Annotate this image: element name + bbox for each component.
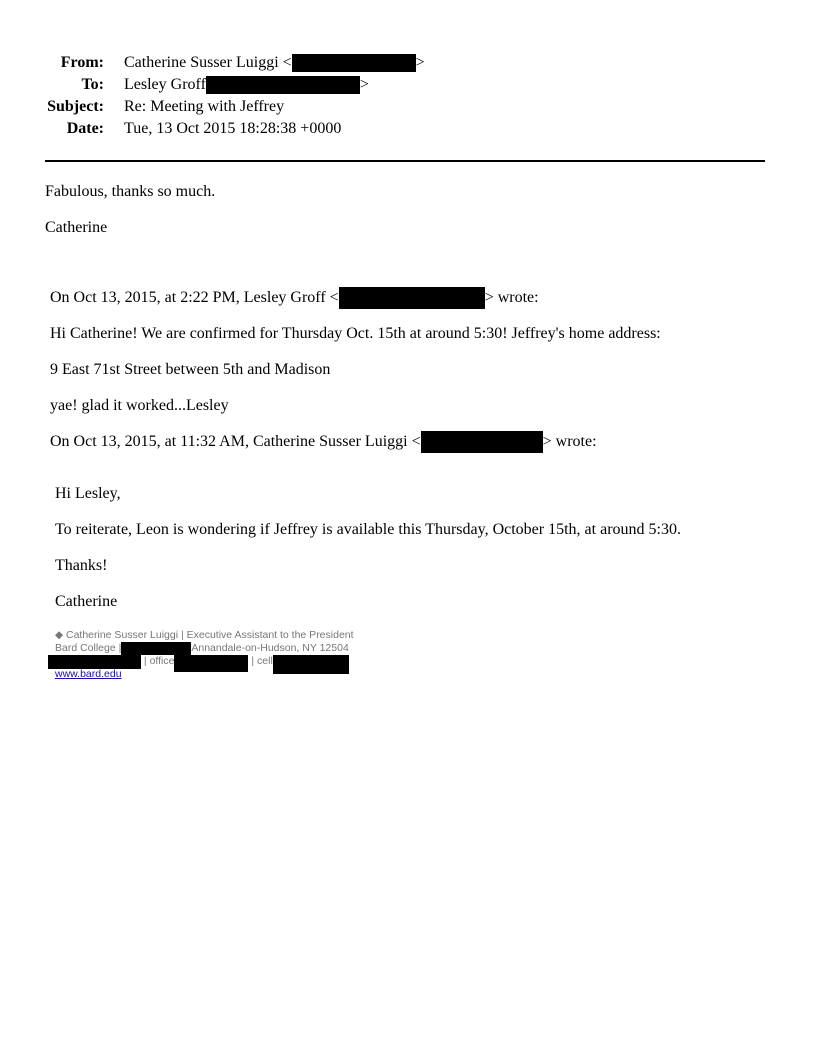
- quote1-line: yae! glad it worked...Lesley: [50, 397, 229, 414]
- quote1-address: 9 East 71st Street between 5th and Madison: [50, 361, 331, 378]
- date-value: Tue, 13 Oct 2015 18:28:38 +0000: [124, 120, 342, 137]
- signature-line: Bard College | Annandale-on-Hudson, NY 12504: [55, 642, 349, 654]
- signature-line: | office | cell: [48, 655, 349, 674]
- quote2-signoff: Catherine: [55, 593, 118, 610]
- reply-signoff: Catherine: [45, 219, 108, 236]
- quote2-thanks: Thanks!: [55, 557, 108, 574]
- quote1-line: Hi Catherine! We are confirmed for Thursday Oct. 15th at around 5:30! Jeffrey's home address:: [50, 325, 661, 342]
- redaction-box: [421, 431, 543, 453]
- to-value: Lesley Groff: [124, 76, 206, 93]
- redaction-box: [206, 76, 360, 94]
- subject-label: Subject:: [47, 98, 104, 115]
- quote2-greeting: Hi Lesley,: [55, 485, 121, 502]
- quote1-intro: On Oct 13, 2015, at 2:22 PM, Lesley Groff < > wrote:: [50, 287, 539, 309]
- header-divider: [45, 160, 765, 162]
- from-value: Catherine Susser Luiggi <: [124, 54, 292, 71]
- to-close: >: [359, 76, 369, 93]
- quote2-intro: On Oct 13, 2015, at 11:32 AM, Catherine Susser Luiggi < > wrote:: [50, 431, 597, 453]
- to-label: To:: [81, 76, 104, 93]
- from-row: [0, 52, 800, 74]
- redaction-box: [339, 287, 485, 309]
- redaction-box: [292, 54, 416, 72]
- website-link[interactable]: www.bard.edu: [55, 668, 122, 680]
- from-label: From:: [60, 54, 104, 71]
- date-row: [0, 118, 800, 140]
- redaction-box: [48, 655, 141, 669]
- subject-value: Re: Meeting with Jeffrey: [124, 98, 285, 115]
- date-label: Date:: [66, 120, 104, 137]
- reply-line: Fabulous, thanks so much.: [45, 183, 216, 200]
- redaction-box: [273, 655, 349, 674]
- redaction-box: [174, 655, 248, 672]
- redaction-box: [121, 642, 191, 655]
- subject-row: [0, 96, 800, 118]
- to-row: [0, 74, 800, 96]
- signature-line: ◆ Catherine Susser Luiggi | Executive Assistant to the President: [55, 629, 354, 641]
- from-close: >: [415, 54, 425, 71]
- quote2-line: To reiterate, Leon is wondering if Jeffrey is available this Thursday, October 15th, at around 5:30.: [55, 521, 681, 538]
